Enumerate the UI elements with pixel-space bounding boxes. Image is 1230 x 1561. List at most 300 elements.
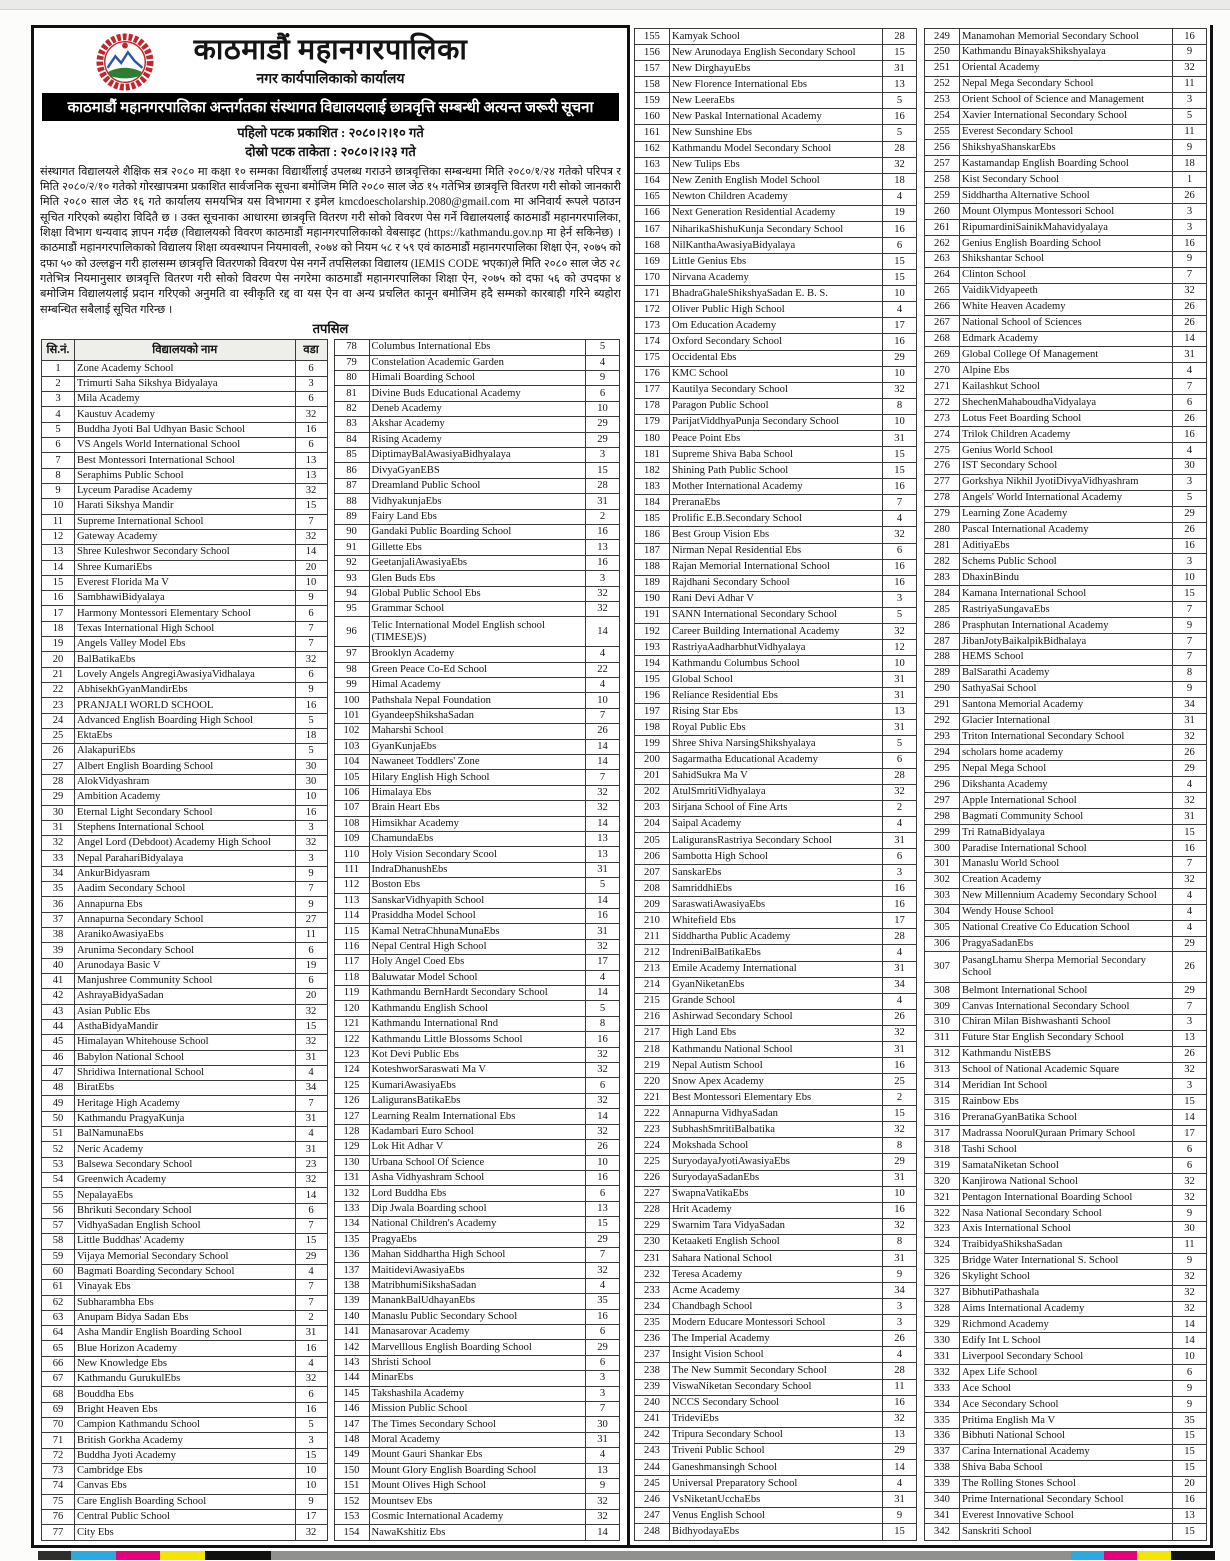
ward-number-cell: 32 (586, 939, 620, 954)
ward-number-cell: 18 (1173, 156, 1207, 172)
school-name-cell: BhadraGhaleShikshyaSadan E. B. S. (670, 286, 883, 302)
ward-number-cell: 14 (586, 739, 620, 754)
ward-number-cell: 4 (586, 677, 620, 692)
serial-number-cell: 304 (925, 904, 960, 920)
school-row (925, 1062, 1207, 1078)
ward-number-cell: 4 (586, 647, 620, 662)
school-name-cell: Xavier International Secondary School (960, 108, 1173, 124)
serial-number-cell: 105 (334, 770, 369, 785)
serial-number-cell: 98 (334, 662, 369, 677)
ward-number-cell: 9 (1173, 44, 1207, 60)
school-name-cell: ChamundaEbs (369, 831, 586, 846)
school-name-cell: Lovely Angels AngregiAwasiyaVidhalaya (75, 667, 296, 682)
school-name-cell: Shree Kuleshwor Secondary School (75, 545, 296, 560)
school-row (635, 575, 917, 591)
serial-number-cell: 202 (635, 784, 670, 800)
serial-number-cell: 133 (334, 1201, 369, 1216)
school-name-cell: Sahara National School (670, 1250, 883, 1266)
school-row (635, 1395, 917, 1411)
school-name-cell: Himal Academy (369, 677, 586, 692)
ward-number-cell: 6 (295, 943, 327, 958)
serial-number-cell: 66 (42, 1356, 75, 1371)
ward-number-cell: 26 (1173, 745, 1207, 761)
serial-number-cell: 147 (334, 1417, 369, 1432)
serial-number-cell: 184 (635, 495, 670, 511)
ward-number-cell: 32 (586, 1509, 620, 1524)
school-name-cell: Brooklyn Academy (369, 647, 586, 662)
school-row (42, 759, 328, 774)
ward-number-cell: 15 (295, 1448, 327, 1463)
school-row (334, 647, 620, 662)
ward-number-cell: 22 (586, 662, 620, 677)
serial-number-cell: 83 (334, 417, 369, 432)
ward-number-cell: 10 (883, 656, 917, 672)
school-row (42, 1203, 328, 1218)
school-row (925, 1126, 1207, 1142)
ward-number-cell: 3 (295, 1433, 327, 1448)
ward-number-cell: 5 (586, 340, 620, 355)
ward-number-cell: 9 (1173, 618, 1207, 634)
school-name-cell: Rising Star Ebs (670, 704, 883, 720)
school-row (635, 61, 917, 77)
serial-number-cell: 317 (925, 1126, 960, 1142)
ward-number-cell: 3 (586, 1371, 620, 1386)
serial-number-cell: 216 (635, 1009, 670, 1025)
serial-number-cell: 1 (42, 361, 75, 376)
serial-number-cell: 115 (334, 924, 369, 939)
school-row (925, 427, 1207, 443)
school-name-cell: Acme Academy (670, 1283, 883, 1299)
ward-number-cell: 30 (1173, 1221, 1207, 1237)
school-row (334, 355, 620, 370)
serial-number-cell: 265 (925, 283, 960, 299)
school-name-cell: Prolific E.B.Secondary School (670, 511, 883, 527)
school-row (635, 45, 917, 61)
school-row (334, 1479, 620, 1494)
serial-number-cell: 297 (925, 793, 960, 809)
serial-number-cell: 275 (925, 442, 960, 458)
school-name-cell: SathyaSai School (960, 681, 1173, 697)
school-row (42, 1050, 328, 1065)
serial-number-cell: 307 (925, 952, 960, 983)
serial-number-cell: 288 (925, 649, 960, 665)
school-row (925, 1174, 1207, 1190)
ward-number-cell: 16 (883, 479, 917, 495)
ward-number-cell: 7 (295, 637, 327, 652)
school-row (925, 1014, 1207, 1030)
school-row (925, 1317, 1207, 1333)
serial-number-cell: 91 (334, 540, 369, 555)
school-name-cell: Madrassa NoorulQuraan Primary School (960, 1126, 1173, 1142)
ward-number-cell: 32 (1173, 793, 1207, 809)
serial-number-cell: 257 (925, 156, 960, 172)
school-name-cell: Insight Vision School (670, 1347, 883, 1363)
serial-number-cell: 33 (42, 851, 75, 866)
serial-number-cell: 155 (635, 29, 670, 45)
school-name-cell: Cosmic International Academy (369, 1509, 586, 1524)
serial-number-cell: 220 (635, 1074, 670, 1090)
tapasil-label: तपसिल (312, 321, 349, 337)
serial-number-cell: 6 (42, 438, 75, 453)
school-name-cell: Siddhartha Public Academy (670, 929, 883, 945)
school-name-cell: The New Summit Secondary School (670, 1363, 883, 1379)
serial-number-cell: 34 (42, 866, 75, 881)
ward-number-cell: 13 (586, 831, 620, 846)
serial-number-cell: 284 (925, 586, 960, 602)
serial-number-cell: 117 (334, 955, 369, 970)
school-name-cell: Newton Children Academy (670, 189, 883, 205)
ward-number-cell: 32 (586, 1263, 620, 1278)
school-name-cell: AbhisekhGyanMandirEbs (75, 683, 296, 698)
ward-number-cell: 5 (295, 744, 327, 759)
ward-number-cell: 32 (1173, 283, 1207, 299)
school-row (42, 728, 328, 743)
ward-number-cell: 15 (883, 45, 917, 61)
ward-number-cell: 15 (295, 1234, 327, 1249)
serial-number-cell: 200 (635, 752, 670, 768)
serial-number-cell: 151 (334, 1479, 369, 1494)
serial-number-cell: 164 (635, 173, 670, 189)
school-name-cell: Edify Int L School (960, 1333, 1173, 1349)
school-name-cell: Next Generation Residential Academy (670, 205, 883, 221)
serial-number-cell: 296 (925, 777, 960, 793)
ward-number-cell: 15 (883, 1524, 917, 1541)
ward-number-cell: 7 (1173, 602, 1207, 618)
school-name-cell: Paragon Public School (670, 398, 883, 414)
school-name-cell: SambhawiBidyalaya (75, 591, 296, 606)
ward-number-cell: 3 (1173, 1014, 1207, 1030)
ward-number-cell: 17 (883, 913, 917, 929)
school-name-cell: Wendy House School (960, 904, 1173, 920)
ward-number-cell: 3 (1173, 204, 1207, 220)
ward-number-cell: 7 (586, 770, 620, 785)
serial-number-cell: 314 (925, 1078, 960, 1094)
school-row (334, 1016, 620, 1031)
school-name-cell: Kathmandu Model Secondary School (670, 141, 883, 157)
serial-number-cell: 179 (635, 414, 670, 430)
school-name-cell: AsthaBidyaMandir (75, 1019, 296, 1034)
school-row (635, 816, 917, 832)
ward-number-cell: 16 (586, 1032, 620, 1047)
school-row (334, 801, 620, 816)
ward-number-cell: 30 (586, 1417, 620, 1432)
school-name-cell: Kamal NetraChhunaMunaEbs (369, 924, 586, 939)
serial-number-cell: 246 (635, 1492, 670, 1508)
ward-number-cell: 6 (295, 392, 327, 407)
school-row (334, 662, 620, 677)
school-name-cell: SamataNiketan School (960, 1158, 1173, 1174)
ward-number-cell: 16 (883, 881, 917, 897)
school-name-cell: Kot Devi Public Ebs (369, 1047, 586, 1062)
school-name-cell: Kathmandu PragyaKunja (75, 1111, 296, 1126)
school-row (635, 1218, 917, 1234)
ward-number-cell: 10 (586, 1155, 620, 1170)
ward-number-cell: 9 (295, 1494, 327, 1509)
ward-number-cell: 10 (586, 401, 620, 416)
ward-number-cell: 5 (586, 1001, 620, 1016)
print-bar-segment (116, 1551, 160, 1560)
school-name-cell: City Ebs (75, 1525, 296, 1541)
school-name-cell: Kastamandap English Boarding School (960, 156, 1173, 172)
school-name-cell: Oliver Public High School (670, 302, 883, 318)
school-row (42, 667, 328, 682)
serial-number-cell: 135 (334, 1232, 369, 1247)
serial-number-cell: 266 (925, 299, 960, 315)
ward-number-cell: 4 (883, 945, 917, 961)
school-row (635, 1074, 917, 1090)
school-row (635, 109, 917, 125)
serial-number-cell: 244 (635, 1459, 670, 1475)
school-row (334, 847, 620, 862)
school-row (42, 882, 328, 897)
school-name-cell: KMC School (670, 366, 883, 382)
serial-number-cell: 334 (925, 1397, 960, 1413)
school-name-cell: KumariAwasiyaEbs (369, 1078, 586, 1093)
school-name-cell: MatribhumiSikshaSadan (369, 1278, 586, 1293)
ward-number-cell: 16 (586, 1309, 620, 1324)
school-name-cell: Rajdhani Secondary School (670, 575, 883, 591)
school-name-cell: Brain Heart Ebs (369, 801, 586, 816)
school-name-cell: BibhutiPathashala (960, 1285, 1173, 1301)
school-name-cell: Saipal Academy (670, 816, 883, 832)
school-row (42, 1372, 328, 1387)
ward-number-cell: 14 (1173, 1333, 1207, 1349)
school-row (334, 785, 620, 800)
school-name-cell: Kanjirowa National School (960, 1174, 1173, 1190)
school-name-cell: SANN International Secondary School (670, 607, 883, 623)
serial-number-cell: 92 (334, 555, 369, 570)
serial-number-cell: 79 (334, 355, 369, 370)
serial-number-cell: 134 (334, 1217, 369, 1232)
ward-number-cell: 16 (586, 909, 620, 924)
school-name-cell: PRANJALI WORLD SCHOOL (75, 698, 296, 713)
school-name-cell: NawaKshitiz Ebs (369, 1525, 586, 1541)
ward-number-cell: 32 (1173, 1062, 1207, 1078)
school-row (42, 790, 328, 805)
serial-number-cell: 212 (635, 945, 670, 961)
serial-number-cell: 49 (42, 1096, 75, 1111)
school-name-cell: Occidental Ebs (670, 350, 883, 366)
serial-number-cell: 204 (635, 816, 670, 832)
school-name-cell: Gorkshya Nikhil JyotiDivyaVidhyashram (960, 474, 1173, 490)
kmc-emblem-logo (96, 33, 154, 91)
serial-number-cell: 125 (334, 1078, 369, 1093)
school-row (925, 1524, 1207, 1541)
school-name-cell: Apple International School (960, 793, 1173, 809)
ward-number-cell: 15 (586, 463, 620, 478)
ward-number-cell: 6 (295, 1387, 327, 1402)
ward-number-cell: 2 (883, 800, 917, 816)
school-row (334, 448, 620, 463)
school-row (42, 606, 328, 621)
ward-number-cell: 35 (586, 1294, 620, 1309)
school-row (925, 92, 1207, 108)
ward-number-cell: 7 (295, 1096, 327, 1111)
ward-number-cell: 15 (1173, 1094, 1207, 1110)
serial-number-cell: 31 (42, 820, 75, 835)
left-tables-row (40, 339, 621, 1545)
school-row (925, 1094, 1207, 1110)
school-name-cell: Apex Life School (960, 1365, 1173, 1381)
ward-number-cell: 26 (1173, 952, 1207, 983)
school-row (925, 570, 1207, 586)
school-name-cell: TraibidyaShikshaSadan (960, 1237, 1173, 1253)
school-row (925, 952, 1207, 983)
serial-number-cell: 144 (334, 1371, 369, 1386)
school-name-cell: Akshar Academy (369, 417, 586, 432)
school-row (334, 478, 620, 493)
school-name-cell: Fairy Land Ebs (369, 509, 586, 524)
serial-number-cell: 337 (925, 1444, 960, 1460)
school-row (635, 865, 917, 881)
school-name-cell: Emile Academy International (670, 961, 883, 977)
school-name-cell: Stephens International School (75, 820, 296, 835)
school-name-cell: Mountsev Ebs (369, 1494, 586, 1509)
ward-number-cell: 4 (1173, 442, 1207, 458)
ward-number-cell: 7 (295, 1295, 327, 1310)
ward-number-cell: 11 (1173, 124, 1207, 140)
serial-number-cell: 291 (925, 697, 960, 713)
school-name-cell: Skylight School (960, 1269, 1173, 1285)
school-row (42, 683, 328, 698)
school-name-cell: Glen Buds Ebs (369, 571, 586, 586)
serial-number-cell: 126 (334, 1093, 369, 1108)
school-name-cell: Liverpool Secondary School (960, 1349, 1173, 1365)
school-name-cell: Edmark Academy (960, 331, 1173, 347)
school-name-cell: Learning Realm International Ebs (369, 1109, 586, 1124)
school-row (925, 156, 1207, 172)
serial-number-cell: 190 (635, 591, 670, 607)
school-name-cell: Little Buddhas' Academy (75, 1234, 296, 1249)
serial-number-cell: 173 (635, 318, 670, 334)
serial-number-cell: 183 (635, 479, 670, 495)
ward-number-cell: 10 (295, 790, 327, 805)
serial-number-cell: 59 (42, 1249, 75, 1264)
school-row (42, 713, 328, 728)
school-row (635, 784, 917, 800)
ward-number-cell: 4 (295, 1356, 327, 1371)
school-row (925, 793, 1207, 809)
school-row (334, 540, 620, 555)
serial-number-cell: 253 (925, 92, 960, 108)
serial-number-cell: 130 (334, 1155, 369, 1170)
ward-number-cell: 25 (883, 1074, 917, 1090)
school-name-cell: JibanJotyBaikalpikBidhalaya (960, 634, 1173, 650)
serial-number-cell: 210 (635, 913, 670, 929)
school-name-cell: Bridge Water International S. School (960, 1253, 1173, 1269)
serial-number-cell: 82 (334, 401, 369, 416)
school-name-cell: Tashi School (960, 1142, 1173, 1158)
school-row (334, 1402, 620, 1417)
school-row (334, 862, 620, 877)
school-row (42, 1494, 328, 1509)
serial-number-cell: 42 (42, 989, 75, 1004)
school-row (925, 634, 1207, 650)
ward-number-cell: 16 (295, 422, 327, 437)
school-name-cell: Shristi School (369, 1355, 586, 1370)
school-row (925, 681, 1207, 697)
ward-number-cell: 11 (295, 928, 327, 943)
serial-number-cell: 195 (635, 672, 670, 688)
ward-number-cell: 8 (883, 1138, 917, 1154)
school-name-cell: ShechenMahaboudhaVidyalaya (960, 395, 1173, 411)
serial-number-cell: 106 (334, 785, 369, 800)
school-row (635, 1443, 917, 1459)
school-row (42, 407, 328, 422)
serial-number-cell: 207 (635, 865, 670, 881)
school-row (635, 1363, 917, 1379)
school-name-cell: Vinayak Ebs (75, 1280, 296, 1295)
school-row (42, 545, 328, 560)
ward-number-cell: 6 (1173, 1158, 1207, 1174)
ward-number-cell: 15 (586, 1217, 620, 1232)
serial-number-cell: 113 (334, 893, 369, 908)
ward-number-cell: 4 (1173, 777, 1207, 793)
serial-number-cell: 274 (925, 427, 960, 443)
school-row (635, 897, 917, 913)
school-name-cell: The Times Secondary School (369, 1417, 586, 1432)
ward-number-cell: 10 (295, 1479, 327, 1494)
school-name-cell: Ace Secondary School (960, 1397, 1173, 1413)
school-row (334, 1186, 620, 1201)
serial-number-cell: 272 (925, 395, 960, 411)
serial-number-cell: 21 (42, 667, 75, 682)
ward-number-cell: 6 (883, 543, 917, 559)
serial-number-cell: 247 (635, 1508, 670, 1524)
serial-number-cell: 43 (42, 1004, 75, 1019)
serial-number-cell: 300 (925, 841, 960, 857)
ward-number-cell: 32 (586, 785, 620, 800)
ward-number-cell: 16 (1173, 427, 1207, 443)
school-name-cell: BalSarathi Academy (960, 665, 1173, 681)
table-column-3-wrap (634, 28, 917, 1541)
school-row (635, 189, 917, 205)
school-row (334, 386, 620, 401)
school-row (925, 1397, 1207, 1413)
school-row (635, 672, 917, 688)
ward-number-cell: 10 (883, 414, 917, 430)
serial-number-cell: 19 (42, 637, 75, 652)
ward-number-cell: 5 (295, 1418, 327, 1433)
ward-number-cell: 9 (883, 1508, 917, 1524)
school-name-cell: Prasphutan International Academy (960, 618, 1173, 634)
school-table-col-2 (334, 339, 621, 1541)
school-row (925, 124, 1207, 140)
school-name-cell: Harati Sikshya Mandir (75, 499, 296, 514)
table-column-4-wrap (924, 28, 1207, 1541)
serial-number-cell: 5 (42, 422, 75, 437)
ward-number-cell: 30 (1173, 458, 1207, 474)
ward-number-cell: 29 (1173, 983, 1207, 999)
ward-number-cell: 4 (586, 355, 620, 370)
ward-number-cell: 16 (883, 1395, 917, 1411)
serial-number-cell: 235 (635, 1315, 670, 1331)
school-row (42, 529, 328, 544)
serial-number-cell: 327 (925, 1285, 960, 1301)
school-row (334, 1278, 620, 1293)
school-name-cell: AditiyaEbs (960, 538, 1173, 554)
ward-number-cell: 16 (295, 1341, 327, 1356)
ward-number-cell: 28 (883, 1363, 917, 1379)
school-name-cell: Om Education Academy (670, 318, 883, 334)
school-row (925, 1030, 1207, 1046)
school-name-cell: Green Peace Co-Ed School (369, 662, 586, 677)
school-name-cell: Constelation Academic Garden (369, 355, 586, 370)
ward-number-cell: 2 (883, 1090, 917, 1106)
ward-number-cell: 8 (1173, 665, 1207, 681)
school-name-cell: TrideviEbs (670, 1411, 883, 1427)
school-name-cell: SuryodayaJyotiAwasiyaEbs (670, 1154, 883, 1170)
